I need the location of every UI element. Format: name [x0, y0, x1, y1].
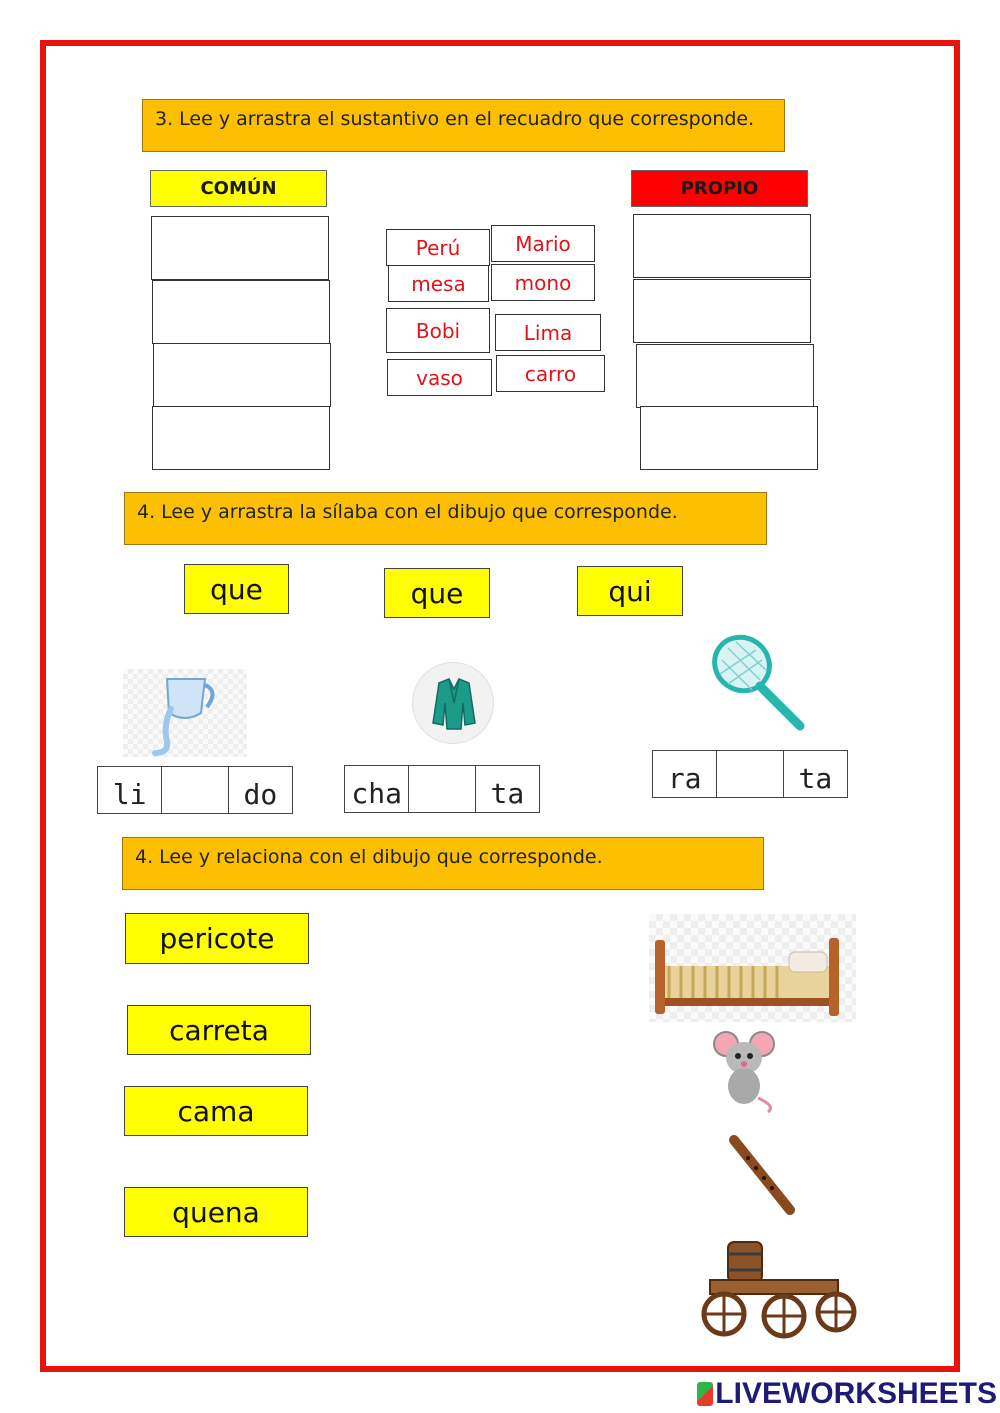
jacket-icon	[413, 663, 495, 745]
proper-drop-box-2[interactable]	[633, 279, 811, 343]
section4a-instruction: 4. Lee y arrastra la sílaba con el dibujo que corresponde.	[124, 492, 767, 545]
liveworksheets-logo	[697, 1378, 997, 1410]
syllable-first: ra	[653, 751, 717, 797]
racket-image	[700, 630, 815, 735]
section3-instruction: 3. Lee y arrastra el sustantivo en el recuadro que corresponde.	[142, 99, 785, 152]
syllable-last: ta	[490, 777, 525, 810]
noun-card[interactable]: carro	[496, 355, 605, 392]
pitcher-image	[123, 669, 247, 757]
jacket-image	[412, 662, 494, 744]
syllable-word-row	[97, 766, 293, 814]
noun-card[interactable]: vaso	[387, 359, 492, 396]
noun-card[interactable]: mesa	[388, 265, 489, 302]
noun-card[interactable]: Mario	[491, 225, 595, 262]
flute-image[interactable]	[726, 1134, 798, 1218]
bed-icon	[649, 914, 856, 1022]
common-noun-header: COMÚN	[150, 170, 327, 207]
mouse-icon	[710, 1030, 786, 1114]
match-word-cama[interactable]: cama	[124, 1086, 308, 1136]
common-drop-box-1[interactable]	[151, 216, 329, 280]
common-drop-box-3[interactable]	[153, 343, 331, 407]
match-word-quena[interactable]: quena	[124, 1187, 308, 1237]
noun-card[interactable]: Lima	[495, 314, 601, 351]
cart-image[interactable]	[698, 1238, 858, 1340]
tennis-racket-icon	[700, 630, 815, 735]
cart-with-barrel-icon	[698, 1238, 858, 1340]
bed-image[interactable]	[649, 914, 856, 1022]
pouring-pitcher-icon	[123, 669, 247, 757]
mouse-image[interactable]	[710, 1030, 786, 1114]
proper-drop-box-4[interactable]	[640, 406, 818, 470]
proper-noun-header: PROPIO	[631, 170, 808, 207]
noun-card[interactable]: Perú	[386, 229, 490, 266]
noun-card[interactable]: mono	[491, 264, 595, 301]
noun-card[interactable]: Bobi	[386, 308, 490, 353]
section4b-instruction: 4. Lee y relaciona con el dibujo que corresponde.	[122, 837, 764, 890]
syllable-card[interactable]: que	[184, 564, 289, 614]
recorder-flute-icon	[726, 1134, 798, 1218]
logo-text: LIVEWORKSHEETS	[715, 1377, 997, 1410]
syllable-first: cha	[345, 766, 409, 812]
syllable-last: ta	[798, 762, 833, 795]
syllable-drop-slot[interactable]	[409, 766, 475, 812]
match-word-pericote[interactable]: pericote	[125, 913, 309, 964]
syllable-drop-slot[interactable]	[717, 751, 783, 797]
syllable-card[interactable]: que	[384, 568, 490, 618]
match-word-carreta[interactable]: carreta	[127, 1005, 311, 1055]
syllable-card[interactable]: qui	[577, 566, 683, 616]
syllable-first: li	[98, 767, 162, 813]
syllable-last: do	[243, 778, 278, 811]
common-drop-box-2[interactable]	[152, 280, 330, 344]
syllable-word-row	[652, 750, 848, 798]
common-drop-box-4[interactable]	[152, 406, 330, 470]
proper-drop-box-1[interactable]	[633, 214, 811, 278]
syllable-drop-slot[interactable]	[162, 767, 228, 813]
syllable-word-row	[344, 765, 540, 813]
proper-drop-box-3[interactable]	[636, 344, 814, 408]
logo-mark-icon	[697, 1382, 713, 1406]
